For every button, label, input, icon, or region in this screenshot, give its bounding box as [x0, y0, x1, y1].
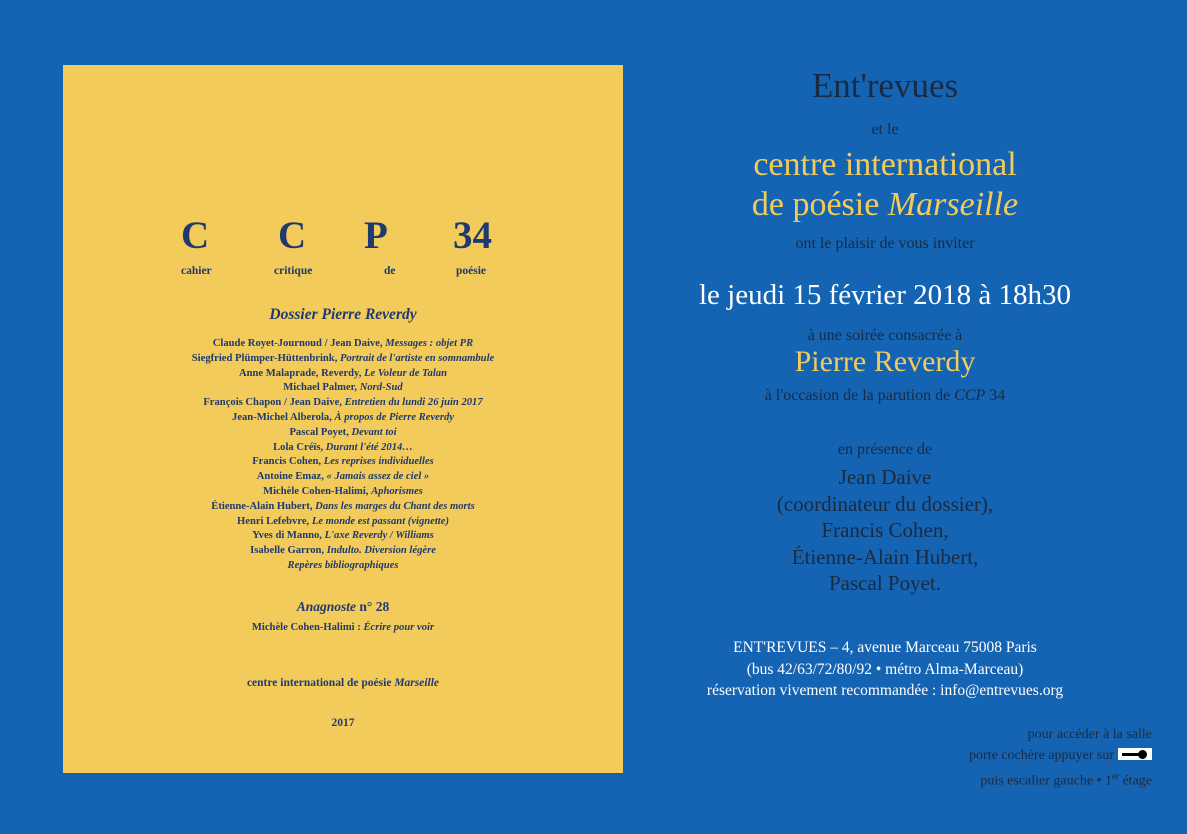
contents-author: Michèle Cohen-Halimi, — [263, 485, 369, 497]
floor-superscript: er — [1111, 771, 1119, 781]
contents-entry — [63, 470, 623, 485]
contents-entry — [63, 485, 623, 500]
contents-entry — [63, 500, 623, 515]
contents-entry — [63, 396, 623, 411]
occasion-text — [640, 387, 1130, 405]
contents-author: François Chapon / Jean Daive, — [203, 397, 342, 409]
contents-author: Lola Créïs, — [273, 441, 324, 453]
address-block — [640, 637, 1130, 702]
publisher-name: centre international de poésie — [246, 677, 392, 689]
contents-author: Anne Malaprade, Reverdy, — [239, 367, 362, 379]
contents-title: Messages : objet PR — [385, 338, 474, 349]
contents-title: L'axe Reverdy / Williams — [324, 530, 434, 542]
contents-entry — [63, 367, 623, 382]
cover-acronym — [181, 213, 561, 257]
cover-publisher — [63, 677, 623, 689]
access-line — [969, 745, 1152, 766]
contents-author: Henri Lefebvre, — [237, 515, 310, 527]
contents-author: Yves di Manno, — [252, 530, 322, 542]
center-name-line2 — [640, 185, 1130, 225]
contents-author: Pascal Poyet, — [289, 426, 349, 438]
contents-entry — [63, 515, 623, 530]
contents-entry — [63, 381, 623, 396]
contents-author: Antoine Emaz, — [256, 471, 324, 483]
contents-entry — [63, 441, 623, 456]
center-name-city: Marseille — [887, 186, 1019, 223]
contents-author: Isabelle Garron, — [250, 545, 325, 557]
contents-entry — [63, 455, 623, 470]
contents-title: Les reprises individuelles — [323, 456, 434, 468]
access-line: pour accéder à la salle — [1027, 727, 1152, 742]
guest-list — [640, 464, 1130, 597]
guest-item: Étienne-Alain Hubert, — [791, 544, 979, 569]
contents-title: Portrait de l'artiste en somnambule — [340, 352, 495, 364]
presence-text: en présence de — [837, 441, 933, 458]
and-the-text: et le — [871, 121, 899, 138]
access-stairs-text: puis escalier gauche • 1 — [980, 773, 1112, 789]
evening-text: à une soirée consacrée à — [807, 327, 963, 344]
contents-entry — [63, 411, 623, 426]
contents-entry — [63, 337, 623, 352]
access-line — [969, 766, 1152, 792]
contents-title: Aphorismes — [371, 485, 423, 497]
contents-entry — [63, 544, 623, 559]
occasion-prefix: à l'occasion de la parution de — [764, 387, 951, 404]
cover-word-de: de — [384, 265, 396, 277]
guest-item: Jean Daive — [838, 465, 932, 489]
address-line: ENT'REVUES – 4, avenue Marceau 75008 Paris — [733, 639, 1037, 656]
contents-author: Claude Royet-Journoud / Jean Daive, — [212, 338, 383, 349]
contents-title: Entretien du lundi 26 juin 2017 — [344, 397, 483, 409]
key-icon — [1118, 748, 1152, 760]
contents-title: À propos de Pierre Reverdy — [334, 411, 454, 423]
transport-line: (bus 42/63/72/80/92 • métro Alma-Marceau) — [746, 660, 1024, 678]
access-door-text: porte cochère appuyer sur — [969, 748, 1114, 763]
cover-word-poesie: poésie — [456, 265, 487, 277]
cover-word-cahier: cahier — [181, 265, 212, 277]
table-of-contents — [63, 337, 623, 574]
dossier-title: Dossier Pierre Reverdy — [269, 306, 417, 323]
access-floor-text: étage — [1118, 773, 1152, 789]
access-instructions — [969, 724, 1152, 792]
guest-item: Francis Cohen, — [821, 518, 949, 542]
occasion-journal: CCP — [954, 387, 986, 404]
contents-title: Repères bibliographiques — [287, 559, 399, 571]
contents-author: Michael Palmer, — [283, 382, 358, 394]
contents-title: Le monde est passant (vignette) — [311, 515, 449, 527]
cover-letter-p: P — [364, 214, 388, 257]
anagnoste-author: Michèle Cohen-Halimi : — [251, 622, 361, 633]
contents-title: Devant toi — [351, 426, 397, 438]
cover-year: 2017 — [331, 717, 355, 729]
contents-entry — [63, 529, 623, 544]
contents-title: Le Voleur de Talan — [364, 367, 447, 379]
anagnoste-number: n° 28 — [359, 599, 390, 614]
cover-letter-c2: C — [278, 214, 307, 257]
anagnoste-work: Écrire pour voir — [363, 622, 435, 633]
occasion-issue: 34 — [989, 387, 1006, 404]
contents-author: Jean-Michel Alberola, — [232, 411, 332, 423]
cover-acronym-words — [181, 265, 561, 281]
invite-text: ont le plaisir de vous inviter — [795, 235, 975, 252]
contents-author: Étienne-Alain Hubert, — [211, 500, 313, 512]
cover-issue-number: 34 — [453, 214, 492, 257]
guest-item: (coordinateur du dossier), — [776, 491, 994, 516]
contents-author: Siegfried Plümper-Hüttenbrink, — [191, 352, 338, 364]
host-name: Ent'revues — [811, 66, 959, 105]
event-date: le jeudi 15 février 2018 à 18h30 — [698, 279, 1072, 311]
anagnoste-entry — [63, 622, 623, 633]
cover-word-critique: critique — [274, 265, 313, 277]
honoree-name: Pierre Reverdy — [794, 345, 976, 378]
cover-letter-c1: C — [181, 214, 210, 257]
book-cover — [63, 65, 623, 773]
anagnoste-name: Anagnoste — [296, 599, 357, 614]
contents-entry — [63, 559, 623, 574]
publisher-city: Marseille — [394, 677, 440, 689]
contents-author: Francis Cohen, — [252, 456, 322, 468]
contents-title: « Jamais assez de ciel » — [326, 471, 430, 483]
center-name-line1: centre international — [753, 146, 1017, 183]
contents-title: Durant l'été 2014… — [325, 441, 413, 453]
anagnoste-title — [63, 599, 623, 615]
reservation-line: réservation vivement recommandée : info@entrevues.org — [706, 682, 1064, 699]
contents-title: Nord-Sud — [359, 382, 403, 394]
contents-entry — [63, 426, 623, 441]
guest-item: Pascal Poyet. — [829, 571, 941, 595]
center-name-poesie: de poésie — [751, 186, 880, 223]
contents-title: Indulto. Diversion légère — [326, 545, 436, 557]
contents-title: Dans les marges du Chant des morts — [315, 500, 475, 512]
contents-entry — [63, 352, 623, 367]
